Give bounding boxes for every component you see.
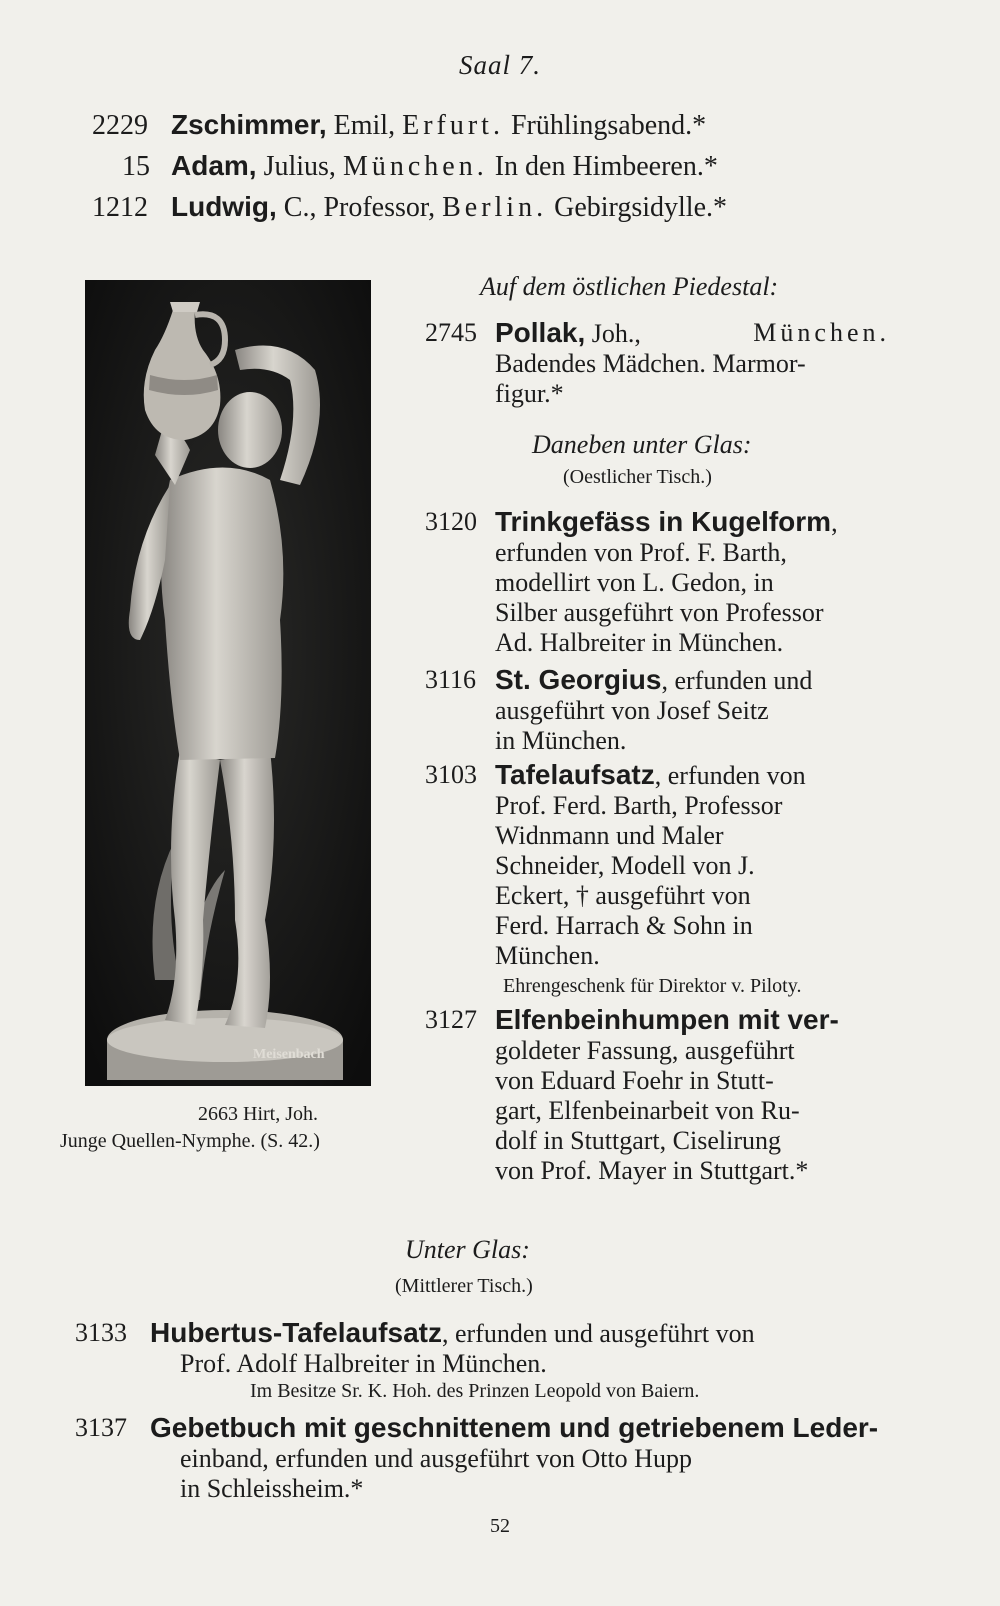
entry-first-line: [495, 507, 885, 538]
artist-name: Zschimmer,: [171, 109, 327, 140]
entry-line: ausgeführt von Josef Seitz: [495, 696, 769, 725]
unter-glas-heading: Unter Glas:: [405, 1235, 530, 1264]
entry-line: Eckert, † ausgeführt von: [495, 881, 751, 910]
entry-first-line: [150, 1413, 930, 1444]
entry-number: 15: [122, 151, 150, 182]
entry-lines: [150, 1318, 930, 1379]
entry-15: [122, 151, 718, 182]
entry-title: In den Himbeeren.*: [487, 151, 718, 182]
entry-3103-note: Ehrengeschenk für Direktor v. Piloty.: [503, 975, 802, 997]
entry-first-line: [495, 760, 885, 791]
object-name: Elfenbeinhumpen mit ver-: [495, 1004, 839, 1035]
object-name: Trinkgefäss in Kugelform: [495, 506, 832, 537]
unter-glas-sub: (Mittlerer Tisch.): [395, 1275, 533, 1297]
object-name: Hubertus-Tafelaufsatz: [150, 1317, 442, 1348]
entry-title: Gebirgsidylle.*: [547, 192, 728, 223]
entry-line: Widnmann und Maler: [495, 821, 724, 850]
entry-line: gart, Elfenbeinarbeit von Ru-: [495, 1096, 800, 1125]
page-header: Saal 7.: [458, 50, 541, 80]
entry-line: in Schleissheim.*: [180, 1474, 364, 1503]
entry-1212: [92, 192, 727, 223]
entry-lines: [495, 507, 885, 658]
entry-first-line: [150, 1318, 930, 1349]
entry-text: , erfunden und: [661, 666, 813, 695]
entry-text: Julius,: [256, 151, 343, 182]
entry-city: München.: [753, 318, 890, 347]
entry-line: modellirt von L. Gedon, in: [495, 568, 774, 597]
entry-text: , erfunden von: [654, 761, 806, 790]
entry-number: 3116: [425, 665, 477, 694]
entry-line: von Prof. Mayer in Stuttgart.*: [495, 1156, 809, 1185]
photo-caption-line2: Junge Quellen-Nymphe. (S. 42.): [60, 1130, 320, 1152]
daneben-heading: Daneben unter Glas:: [532, 430, 752, 459]
entry-line: in München.: [495, 726, 627, 755]
entry-lines: [150, 1413, 930, 1504]
statue-illustration: [85, 280, 371, 1086]
entry-number: 3127: [425, 1005, 477, 1034]
entry-text: ,: [831, 508, 838, 537]
entry-lines: [495, 1005, 885, 1186]
entry-city: Erfurt.: [402, 110, 504, 141]
entry-city: München.: [342, 151, 488, 182]
photo-signature: Meisenbach: [253, 1047, 325, 1062]
entry-lines: [495, 760, 885, 971]
entry-line: goldeter Fassung, ausgeführt: [495, 1036, 795, 1065]
entry-text: , erfunden und ausgeführt von: [441, 1319, 755, 1348]
entry-first-line: [495, 665, 885, 696]
entry-number: 1212: [92, 192, 148, 223]
daneben-sub: (Oestlicher Tisch.): [563, 466, 712, 488]
entry-line: erfunden von Prof. F. Barth,: [495, 538, 787, 567]
artist-name: Adam,: [171, 150, 257, 181]
entry-title: Frühlingsabend.*: [503, 110, 707, 141]
entry-line: Prof. Adolf Halbreiter in München.: [180, 1349, 547, 1378]
artist-name: Pollak,: [495, 317, 586, 348]
entry-2229: [92, 110, 706, 141]
object-name: Tafelaufsatz: [495, 759, 655, 790]
entry-line: figur.*: [495, 379, 564, 408]
object-name: Gebetbuch mit geschnittenem und getriebenem Leder-: [150, 1412, 879, 1443]
entry-line: Silber ausgeführt von Professor: [495, 598, 824, 627]
entry-line: Prof. Ferd. Barth, Professor: [495, 791, 783, 820]
entry-number: 3133: [75, 1318, 127, 1347]
entry-line: von Eduard Foehr in Stutt-: [495, 1066, 774, 1095]
entry-number: 3120: [425, 507, 477, 536]
entry-line: Ad. Halbreiter in München.: [495, 628, 784, 657]
entry-line: München.: [495, 941, 600, 970]
photo-caption-line1: 2663 Hirt, Joh.: [198, 1103, 318, 1125]
entry-text: Emil,: [326, 110, 403, 141]
entry-number: 3137: [75, 1413, 127, 1442]
entry-number: 2745: [425, 318, 477, 347]
artist-name: Ludwig,: [171, 191, 277, 222]
entry-text: Joh.,: [585, 319, 641, 348]
entry-line: dolf in Stuttgart, Ciselirung: [495, 1126, 781, 1155]
entry-number: 2229: [92, 110, 148, 141]
entry-line: einband, erfunden und ausgeführt von Otto Hupp: [180, 1444, 692, 1473]
entry-city: Berlin.: [442, 192, 548, 223]
entry-lines: [495, 665, 885, 756]
entry-first-line: [495, 1005, 885, 1036]
entry-3133-note: Im Besitze Sr. K. Hoh. des Prinzen Leopold von Baiern.: [250, 1380, 700, 1402]
page-number: 52: [490, 1515, 510, 1537]
entry-text: C., Professor,: [276, 192, 443, 223]
statue-photo: [85, 280, 371, 1086]
entry-line: Badendes Mädchen. Marmor-: [495, 349, 806, 378]
object-name: St. Georgius: [495, 664, 662, 695]
entry-line: Schneider, Modell von J.: [495, 851, 755, 880]
east-pedestal-heading: Auf dem östlichen Piedestal:: [480, 272, 779, 301]
entry-line: Ferd. Harrach & Sohn in: [495, 911, 753, 940]
entry-number: 3103: [425, 760, 477, 789]
